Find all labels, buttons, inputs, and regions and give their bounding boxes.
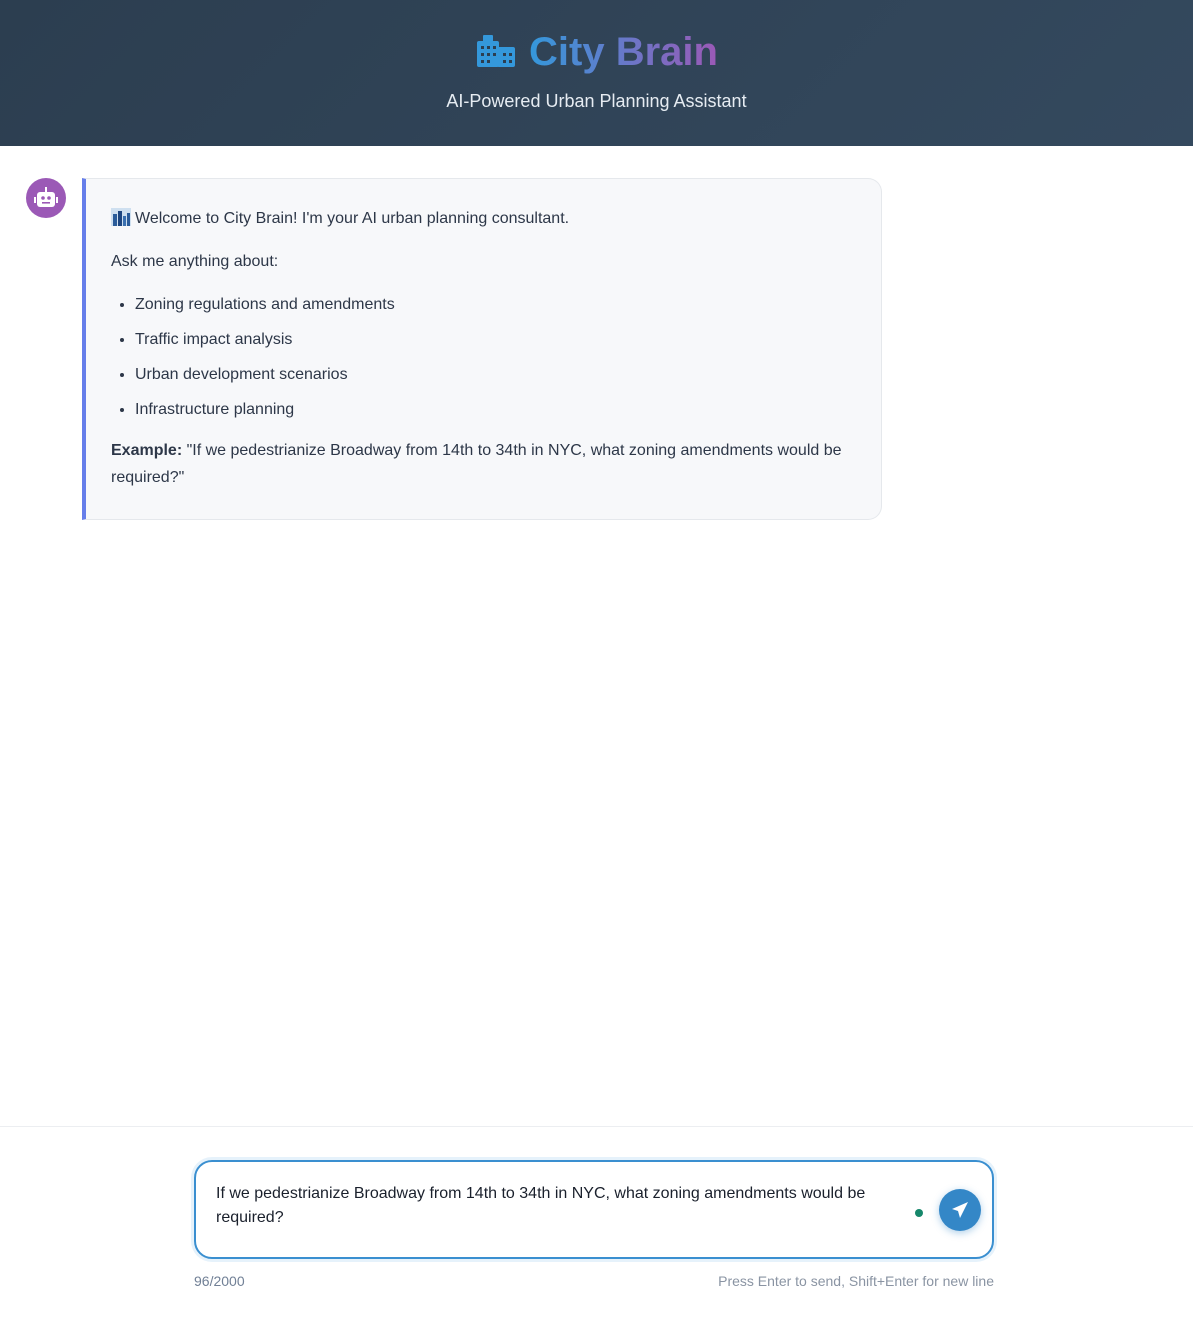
example-text: "If we pedestrianize Broadway from 14th to 34th in NYC, what zoning amendments would be required?" — [111, 442, 842, 486]
message-input[interactable] — [216, 1182, 916, 1230]
example-label: Example: — [111, 442, 183, 459]
message-input-container — [194, 1160, 994, 1259]
keyboard-hint: Press Enter to send, Shift+Enter for new line — [718, 1273, 994, 1289]
status-dot — [915, 1209, 923, 1217]
list-item: • Urban development scenarios — [135, 361, 855, 388]
app-subtitle: AI-Powered Urban Planning Assistant — [446, 91, 747, 111]
intro-text: Ask me anything about: — [111, 253, 279, 270]
paper-plane-icon — [950, 1200, 970, 1220]
cityscape-emoji-icon — [111, 208, 131, 226]
app-header — [0, 0, 1193, 146]
send-button[interactable] — [939, 1189, 981, 1231]
app-title: City Brain — [529, 30, 718, 74]
topics-list — [135, 291, 855, 423]
bot-avatar — [26, 178, 66, 218]
robot-icon — [34, 187, 58, 209]
list-item: • Traffic impact analysis — [135, 326, 855, 353]
list-item: • Infrastructure planning — [135, 396, 855, 423]
char-counter: 96/2000 — [194, 1273, 245, 1289]
message-bubble — [82, 178, 882, 520]
composer-area — [0, 1126, 1193, 1317]
assistant-message — [26, 178, 842, 486]
city-icon — [475, 33, 517, 72]
welcome-text: Welcome to City Brain! I'm your AI urban planning consultant. — [135, 210, 570, 227]
list-item: • Zoning regulations and amendments — [135, 291, 855, 318]
